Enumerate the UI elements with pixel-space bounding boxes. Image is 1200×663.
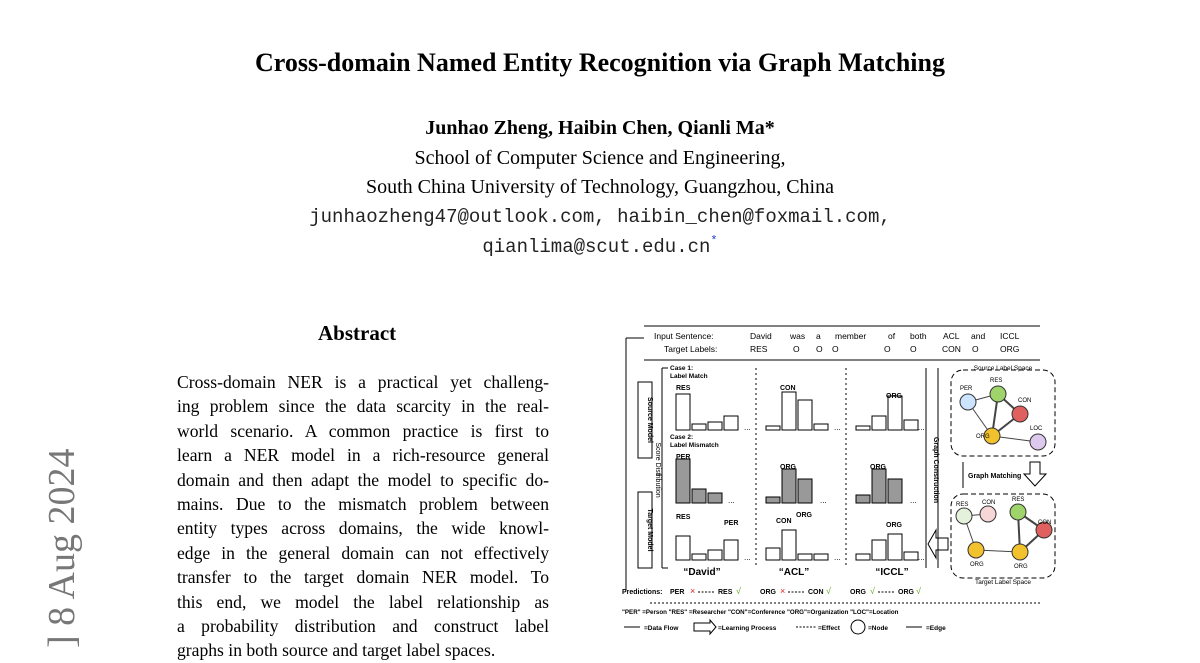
abstract-line: Cross-domain NER is a practical yet challeng- [177,372,549,392]
legend-flow: =Data Flow [644,625,679,632]
target-bar [724,540,738,560]
target-labels-label: Target Labels: [664,344,718,354]
case2-bar [872,469,886,503]
graph-node [968,542,984,558]
overview-figure [620,320,1052,640]
legend-effect: =Effect [818,625,840,632]
case2-bar [708,493,722,503]
abstract-line: graphs in both source and target label spaces. [177,640,496,661]
side-label-text: ] 8 Aug 2024 [41,448,83,648]
dots: ... [728,496,735,505]
target-label: O [816,344,823,354]
target-label-space: Target Label Space [974,579,1032,586]
graph-node-label: CON [1038,520,1052,526]
prediction-mark: √ [870,586,875,596]
bar-label: PER [676,454,691,461]
target-bar [856,554,870,560]
target-label: O [793,344,800,354]
dots: ... [918,553,925,562]
prediction-mark: × [780,586,786,596]
score-distribution-label: Score Distribution [654,442,661,498]
dots: ... [918,423,925,432]
emails-line-1: junhaozheng47@outlook.com, haibin_chen@foxmail.com, [309,206,891,228]
graph-node-label: ORG [1014,564,1028,570]
graph-node-label: RES [956,502,969,508]
legend-learn-arrow [694,620,716,634]
bar-label: PER [724,520,739,527]
prediction-check: √ [736,586,741,596]
target-label: O [910,344,917,354]
graph-node [960,394,976,410]
bar-label: CON [776,518,792,525]
email-text: qianlima@scut.edu.cn [482,236,711,258]
legend-line-1: "PER" =Person "RES" =Researcher "CON"=Conference "ORG"=Organization "LOC"=Location [622,609,899,616]
input-sentence-label: Input Sentence: [654,331,714,341]
paper-title: Cross-domain Named Entity Recognition via Graph Matching [255,48,945,77]
sentence-word: member [835,331,867,341]
case2-bar [782,469,796,503]
abstract-line: domain and then adapt the model to specific do- [177,469,549,490]
graph-node [1012,406,1028,422]
graph-matching-label: Graph Matching [968,473,1022,480]
abstract-line: entity types across domains, the wide knowl- [177,518,549,539]
dots: ... [834,553,841,562]
case1-sub-label: Label Match [670,373,708,380]
legend-node-circle [851,620,865,634]
graph-node-label: ORG [970,562,984,568]
prediction-mark: × [690,586,696,596]
graph-node-label: CON [1018,398,1032,404]
case2-bar [676,459,690,503]
case1-bar [782,392,796,430]
case2-bar [692,489,706,503]
dots: ... [744,423,751,432]
dots: ... [910,496,917,505]
legend-learn: =Learning Process [718,625,777,632]
graph-node-label: CON [982,500,996,506]
target-bar [904,552,918,560]
author-list: Junhao Zheng, Haibin Chen, Qianli Ma* [425,117,775,139]
case2-bar [888,479,902,503]
bar-label: ORG [886,393,902,400]
graph-node [1012,544,1028,560]
case1-bar [676,394,690,430]
graph-node [956,508,972,524]
bar-label: RES [676,514,691,521]
case1-bar [904,420,918,430]
quote-word: “David” [683,567,721,578]
case2-bar [856,495,870,503]
case1-bar [856,426,870,430]
legend-edge: =Edge [926,625,946,632]
abstract-line: edge in the general domain can not effectively [177,542,549,563]
case1-label: Case 1: [670,365,694,372]
case1-bar [888,396,902,430]
case1-bar [766,426,780,430]
abstract-line: world scenario. A common practice is first to [177,420,549,441]
target-bar [888,534,902,560]
abstract-line: a probability distribution and construct label [177,616,549,637]
prediction-from: ORG [760,589,776,596]
graph-node-label: LOC [1030,426,1043,432]
prediction-to: ORG [898,589,914,596]
target-bar [708,550,722,560]
legend-node: =Node [868,625,889,632]
graph-node [980,506,996,522]
prediction-to: CON [808,589,824,596]
bar-label: ORG [870,464,886,471]
prediction-to: RES [718,589,733,596]
sentence-word: both [910,331,927,341]
sentence-word: and [971,331,986,341]
target-label: ORG [1000,344,1020,354]
graph-node [990,386,1006,402]
graph-node [1030,434,1046,450]
sentence-word: ICCL [1000,331,1020,341]
dots: ... [834,423,841,432]
predictions-label: Predictions: [622,589,663,596]
abstract-line: transfer to the target domain NER model. To [177,567,549,588]
abstract-body [177,370,549,663]
corresponding-mark: * [710,234,718,248]
target-label: O [884,344,891,354]
case2-label: Case 2: [670,434,694,441]
sentence-word: of [888,331,896,341]
graph-node-label: RES [1012,497,1025,503]
target-label: RES [750,344,768,354]
target-bar [766,548,780,560]
case2-bar [798,479,812,503]
dots: ... [820,496,827,505]
arxiv-side-label [30,400,90,648]
graph-node-label: ORG [976,434,990,440]
abstract-line: mains. Due to the mismatch problem between [177,494,549,515]
bar-label: ORG [780,464,796,471]
abstract-line: ing problem since the data scarcity in the real- [177,396,549,417]
target-bar [676,536,690,560]
graph-node [1010,504,1026,520]
abstract-line: learn a NER model in a rich-resource general [177,445,549,466]
prediction-from: ORG [850,589,866,596]
bar-label: CON [780,385,796,392]
target-bar [782,530,796,560]
target-model-label: Target Model [646,508,653,552]
source-model-label: Source Model [646,397,653,443]
case1-bar [708,422,722,430]
prediction-check: √ [826,586,831,596]
case1-bar [724,416,738,430]
case1-bar [692,424,706,430]
sentence-word: was [790,331,806,341]
graph-node-label: RES [990,378,1003,384]
case1-bar [814,424,828,430]
sentence-word: David [750,331,772,341]
target-bar [692,554,706,560]
case2-bar [766,497,780,503]
bar-label: RES [676,385,691,392]
sentence-word: a [816,331,821,341]
sentence-word: ACL [943,331,960,341]
case1-bar [872,416,886,430]
affiliation-line-2: South China University of Technology, Guangzhou, China [366,176,834,198]
target-bar [872,540,886,560]
bar-label: ORG [886,522,902,529]
affiliation-line-1: School of Computer Science and Engineering, [414,147,786,169]
target-label: CON [942,344,961,354]
dots: ... [744,553,751,562]
prediction-from: PER [670,589,685,596]
target-label: O [832,344,839,354]
target-bar [814,554,828,560]
quote-word: “ACL” [778,567,810,578]
bar-label: ORG [796,512,812,519]
prediction-check: √ [916,586,921,596]
abstract-line: this end, we model the label relationship as [177,591,549,612]
source-label-space: Source Label Space [973,365,1033,372]
target-label: O [972,344,979,354]
graph-node-label: PER [960,386,973,392]
abstract-heading: Abstract [318,321,397,345]
quote-word: “ICCL” [875,567,909,578]
graph-construction-label: Graph Construction [932,436,939,504]
target-bar [798,554,812,560]
emails-line-2 [0,236,1200,258]
case2-sub-label: Label Mismatch [670,442,719,449]
case1-bar [798,400,812,430]
